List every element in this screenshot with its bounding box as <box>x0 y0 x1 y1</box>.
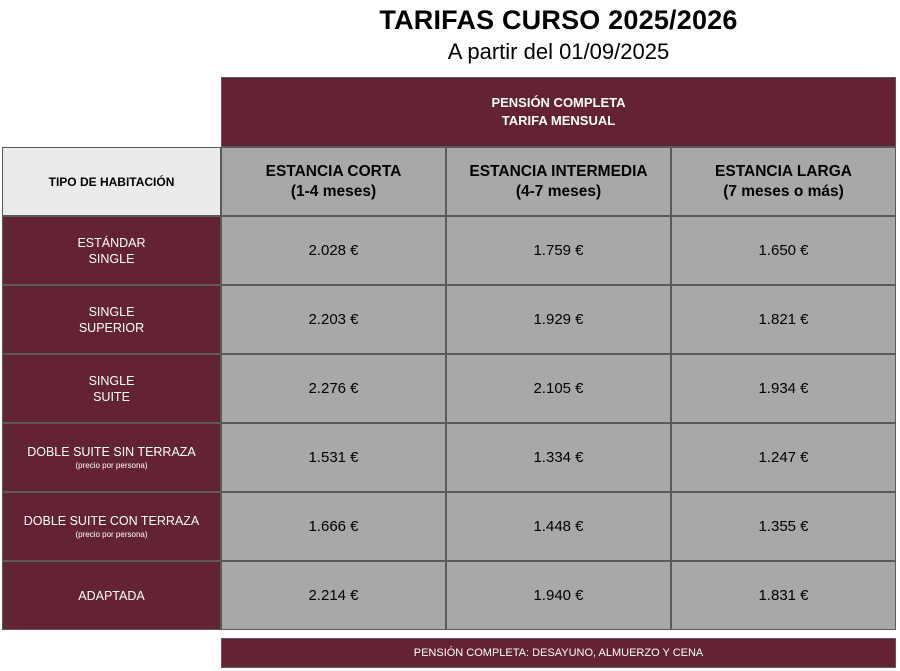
price-cell: 1.759 € <box>446 216 671 285</box>
row-header-line1: ADAPTADA <box>78 588 145 603</box>
row-header-line1: ESTÁNDAR <box>77 235 146 250</box>
price-cell: 1.334 € <box>446 423 671 492</box>
price-cell: 1.650 € <box>671 216 896 285</box>
price-cell: 1.247 € <box>671 423 896 492</box>
row-header-single-suite <box>2 354 221 423</box>
group-header-line2: TARIFA MENSUAL <box>501 113 616 128</box>
row-header-line2: SINGLE <box>88 251 135 266</box>
price-cell: 1.831 € <box>671 561 896 630</box>
price-cell: 1.940 € <box>446 561 671 630</box>
row-header-line1: DOBLE SUITE CON TERRAZA <box>23 514 200 528</box>
row-header-note: (precio por persona) <box>75 530 148 539</box>
row-header-adapted <box>2 561 221 630</box>
column-header-long-stay <box>671 147 896 216</box>
page-subtitle: A partir del 01/09/2025 <box>447 39 670 64</box>
row-header-standard-single <box>2 216 221 285</box>
price-cell: 1.448 € <box>446 492 671 561</box>
group-header <box>221 77 896 147</box>
row-header-double-suite-no-terrace <box>2 423 221 492</box>
footer-note: PENSIÓN COMPLETA: DESAYUNO, ALMUERZO Y CENA <box>221 638 896 668</box>
price-cell: 1.355 € <box>671 492 896 561</box>
column-header-duration: (7 meses o más) <box>723 182 844 200</box>
group-header-line1: PENSIÓN COMPLETA <box>491 95 626 110</box>
price-cell: 1.531 € <box>221 423 446 492</box>
row-header-line2: SUPERIOR <box>78 320 145 335</box>
column-header-title: ESTANCIA CORTA <box>265 162 402 180</box>
row-header-line1: SINGLE <box>88 304 135 319</box>
price-cell: 1.821 € <box>671 285 896 354</box>
column-header-duration: (1-4 meses) <box>290 182 377 200</box>
room-type-header-label: TIPO DE HABITACIÓN <box>48 174 175 189</box>
page-title: TARIFAS CURSO 2025/2026 <box>379 5 738 35</box>
column-header-short-stay <box>221 147 446 216</box>
room-type-header <box>2 147 221 216</box>
price-cell: 1.666 € <box>221 492 446 561</box>
price-cell: 2.203 € <box>221 285 446 354</box>
column-header-title: ESTANCIA LARGA <box>715 162 852 180</box>
column-header-title: ESTANCIA INTERMEDIA <box>469 162 648 180</box>
price-cell: 2.214 € <box>221 561 446 630</box>
row-header-single-superior <box>2 285 221 354</box>
price-cell: 1.934 € <box>671 354 896 423</box>
row-header-note: (precio por persona) <box>75 461 148 470</box>
row-header-line1: DOBLE SUITE SIN TERRAZA <box>27 445 196 459</box>
row-header-line2: SUITE <box>93 389 130 404</box>
price-cell: 2.028 € <box>221 216 446 285</box>
column-header-intermediate-stay <box>446 147 671 216</box>
row-header-double-suite-terrace <box>2 492 221 561</box>
row-header-line1: SINGLE <box>88 373 135 388</box>
price-cell: 2.276 € <box>221 354 446 423</box>
column-header-duration: (4-7 meses) <box>515 182 602 200</box>
price-cell: 2.105 € <box>446 354 671 423</box>
price-cell: 1.929 € <box>446 285 671 354</box>
